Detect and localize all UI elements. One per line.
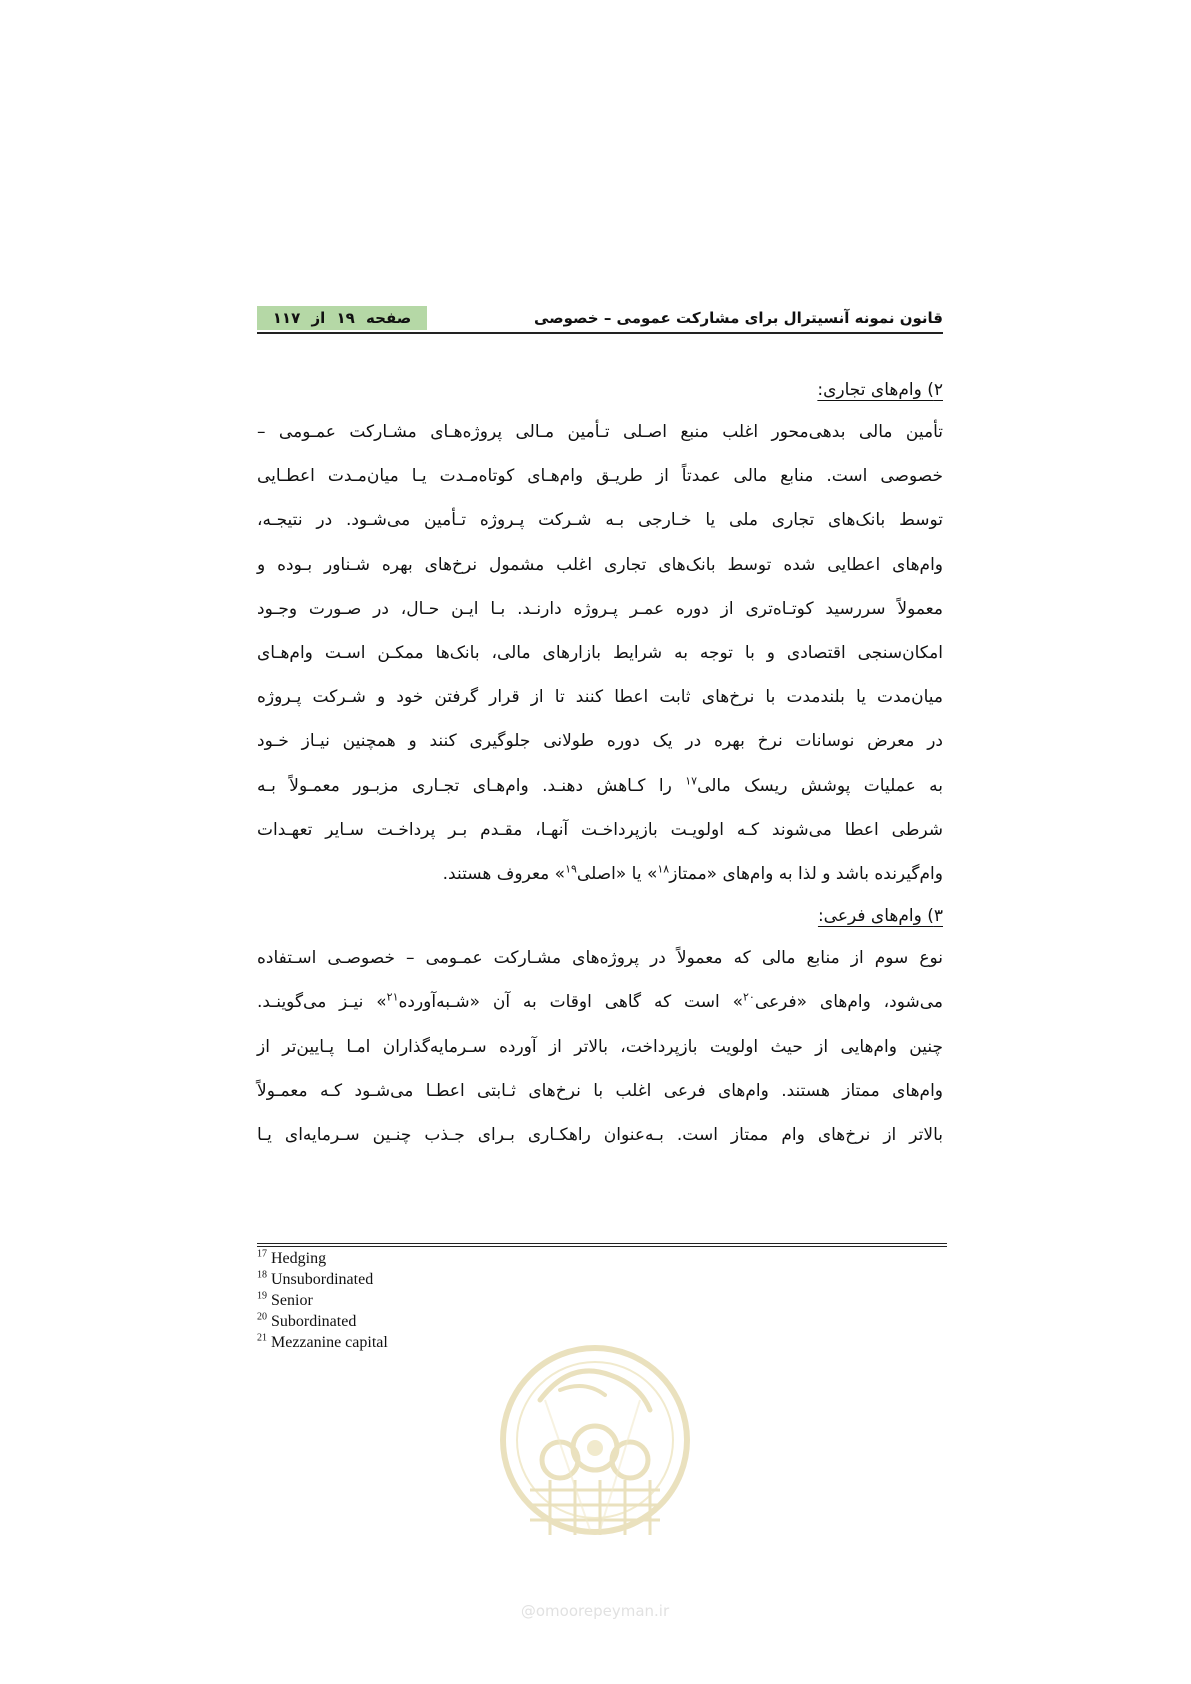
- footnote-19: [257, 1290, 388, 1311]
- text-run: به عملیات پوشش ریسک مالی: [697, 775, 944, 796]
- text-run: » معروف هستند.: [442, 864, 566, 885]
- text-line: تأمین مالی بدهی‌محور اغلب منبع اصـلی تـأمین مـالی پروژه‌هـای مشـارکت عمـومی –: [257, 422, 943, 442]
- section-heading-commercial-loans: ۲) وام‌های تجاری:: [817, 380, 943, 400]
- footnote-ref-19[interactable]: ۱۹: [565, 862, 577, 876]
- watermark-url-text: omoorepeyman.ir: [535, 1602, 670, 1620]
- footnote-text: Senior: [271, 1292, 313, 1309]
- text-line: خصوصی است. منابع مالی عمدتاً از طریـق وام‌هـای کوتاه‌مـدت یـا میان‌مـدت اعطـایی: [257, 466, 943, 487]
- footnote-rule: [257, 1243, 947, 1244]
- page-number-badge: [257, 306, 427, 330]
- footnotes: [257, 1248, 388, 1353]
- total-pages: ۱۱۷: [272, 309, 301, 327]
- text-line: [257, 764, 943, 808]
- footnote-number: 17: [257, 1248, 267, 1260]
- section-heading-subordinated-loans: ۳) وام‌های فرعی:: [817, 906, 943, 927]
- text-run: » یا «اصلی: [576, 864, 658, 885]
- text-run: وام‌گیرنده باشد و لذا به وام‌های «ممتاز: [669, 864, 943, 885]
- text-line: توسط بانک‌های تجاری ملی یا خـارجی بـه شـرکت پـروژه تـأمین می‌شـود. در نتیجـه،: [257, 510, 943, 531]
- footnote-text: Hedging: [271, 1250, 327, 1267]
- text-line: وام‌های ممتاز هستند. وام‌های فرعی اغلب با نرخ‌های ثـابتی اعطـا می‌شـود کـه معمـولاً: [257, 1080, 943, 1101]
- footnote-ref-21[interactable]: ۲۱: [386, 990, 399, 1004]
- text-line: نوع سوم از منابع مالی که معمولاً در پروژه‌های مشـارکت عمـومی – خصوصـی اسـتفاده: [257, 948, 943, 969]
- header-rule: [257, 332, 943, 334]
- footnote-text: Subordinated: [271, 1313, 357, 1330]
- footnote-20: [257, 1311, 388, 1332]
- text-line: [257, 852, 943, 896]
- page-header: [257, 306, 943, 334]
- paragraph-subordinated-loans: [257, 936, 943, 1157]
- footnote-number: 19: [257, 1290, 267, 1302]
- footnote-ref-20[interactable]: ۲۰: [742, 990, 755, 1004]
- text-line: امکان‌سنجی اقتصادی و با توجه به شرایط بازارهای مالی، بانک‌ها ممکـن اسـت وام‌هـای: [257, 643, 943, 664]
- footnote-ref-17[interactable]: ۱۷: [685, 773, 698, 787]
- footnote-ref-18[interactable]: ۱۸: [657, 862, 670, 876]
- footnote-17: [257, 1248, 388, 1269]
- footnote-text: Unsubordinated: [271, 1271, 374, 1288]
- text-line: [257, 980, 943, 1024]
- paragraph-commercial-loans: [257, 410, 943, 896]
- text-line: وام‌های اعطایی شده توسط بانک‌های تجاری اغلب مشمول نرخ‌های بهره شـناور بـوده و: [257, 554, 943, 575]
- text-line: چنین وام‌هایی از حیث اولویت بازپرداخت، بالاتر از آورده سـرمایه‌گذاران امـا پـایین‌تر از: [257, 1036, 943, 1057]
- text-line: شرطی اعطا می‌شوند کـه اولویـت بازپرداخـت آنهـا، مقـدم بـر پرداخـت سـایر تعهـدات: [257, 819, 943, 840]
- footnote-rule: [257, 1246, 947, 1247]
- footnote-number: 21: [257, 1332, 267, 1344]
- text-run: را کـاهش دهنـد. وام‌هـای تجـاری مزبـور معمـولاً بـه: [257, 775, 686, 796]
- at-icon: @: [520, 1602, 536, 1620]
- watermark-url: [490, 1602, 700, 1620]
- text-run: » است که گاهی اوقات به آن «شـبه‌آورده: [398, 992, 743, 1013]
- footnote-21: [257, 1332, 388, 1353]
- text-line: بالاتر از نرخ‌های وام ممتاز است. بـه‌عنوان راهکـاری بـرای جـذب چنـین سـرمایه‌ای یـا: [257, 1125, 943, 1146]
- footnote-text: Mezzanine capital: [271, 1334, 388, 1351]
- page-number: ۱۹: [336, 309, 355, 327]
- footnote-18: [257, 1269, 388, 1290]
- of-word: از: [311, 309, 326, 327]
- document-title: قانون نمونه آنسیترال برای مشارکت عمومی – خصوصی: [533, 309, 943, 327]
- page-word: صفحه: [366, 309, 412, 327]
- text-line: معمولاً سررسید کوتـاه‌تری از دوره عمـر پـروژه دارنـد. بـا ایـن حـال، در صـورت وجـود: [257, 598, 943, 619]
- watermark-logo-icon: [490, 1330, 700, 1595]
- main-content: [257, 370, 943, 1157]
- text-run: می‌شود، وام‌های «فرعی: [754, 992, 944, 1013]
- text-line: در معرض نوسانات نرخ بهره در یک دوره طولانی جلوگیری کنند و همچنین نیـاز خـود: [257, 731, 943, 752]
- watermark: [490, 1330, 700, 1630]
- text-line: میان‌مدت یا بلندمدت با نرخ‌های ثابت اعطا کنند تا از قرار گرفتن خود و شـرکت پـروژه: [257, 687, 943, 708]
- text-run: » نیـز می‌گوینـد.: [257, 992, 387, 1013]
- footnote-number: 20: [257, 1311, 267, 1323]
- footnote-number: 18: [257, 1269, 267, 1281]
